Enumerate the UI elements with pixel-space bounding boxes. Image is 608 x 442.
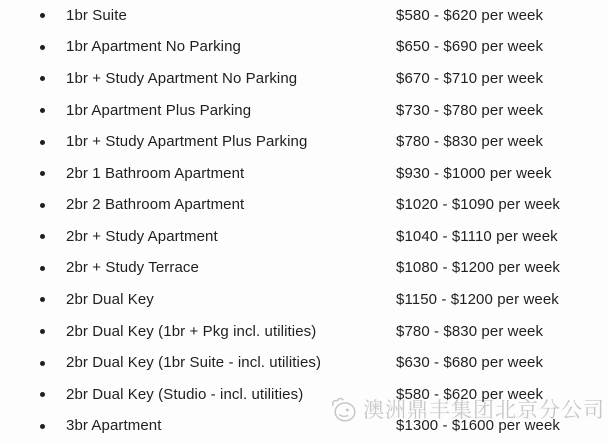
bullet-icon — [40, 76, 45, 81]
bullet-icon — [40, 171, 45, 176]
bullet-icon — [40, 361, 45, 366]
list-item — [0, 253, 608, 285]
item-price: $930 - $1000 per week — [396, 164, 552, 182]
item-label: 1br Apartment No Parking — [66, 38, 241, 56]
bullet-icon — [40, 13, 45, 18]
list-item — [0, 63, 608, 95]
item-price: $1080 - $1200 per week — [396, 259, 560, 277]
watermark-text: 澳洲鼎丰集团北京分公司 — [363, 398, 605, 422]
list-item — [0, 347, 608, 379]
bullet-icon — [40, 392, 45, 397]
item-label: 1br + Study Apartment Plus Parking — [66, 133, 308, 151]
item-price: $1300 - $1600 per week — [396, 417, 560, 435]
list-item — [0, 316, 608, 348]
list-item — [0, 379, 608, 411]
bullet-icon — [40, 140, 45, 145]
item-price: $730 - $780 per week — [396, 101, 544, 119]
item-price: $1040 - $1110 per week — [396, 227, 558, 245]
item-price: $1020 - $1090 per week — [396, 196, 560, 214]
list-item — [0, 221, 608, 253]
bullet-icon — [40, 266, 45, 271]
bullet-icon — [40, 203, 45, 208]
item-price: $780 - $830 per week — [396, 322, 544, 340]
item-price: $580 - $620 per week — [396, 385, 544, 403]
bullet-icon — [40, 45, 45, 50]
item-price: $670 - $710 per week — [396, 70, 544, 88]
item-price: $780 - $830 per week — [396, 133, 544, 151]
bullet-icon — [40, 329, 45, 334]
bullet-icon — [40, 108, 45, 113]
item-label: 3br Apartment — [66, 417, 162, 435]
list-item — [0, 95, 608, 127]
item-label: 1br Apartment Plus Parking — [66, 101, 252, 119]
item-label: 2br 1 Bathroom Apartment — [66, 164, 245, 182]
list-item — [0, 158, 608, 190]
list-item — [0, 0, 608, 32]
list-item — [0, 284, 608, 316]
item-label: 1br Suite — [66, 6, 127, 24]
list-item — [0, 126, 608, 158]
item-price: $650 - $690 per week — [396, 38, 544, 56]
bullet-icon — [40, 297, 45, 302]
item-label: 1br + Study Apartment No Parking — [66, 70, 298, 88]
item-label: 2br Dual Key (1br + Pkg incl. utilities) — [66, 322, 317, 340]
item-price: $1150 - $1200 per week — [396, 291, 559, 309]
item-label: 2br Dual Key (Studio - incl. utilities) — [66, 385, 304, 403]
item-label: 2br + Study Apartment — [66, 227, 218, 245]
list-item — [0, 411, 608, 442]
item-label: 2br 2 Bathroom Apartment — [66, 196, 245, 214]
bullet-icon — [40, 234, 45, 239]
bullet-icon — [40, 424, 45, 429]
item-label: 2br Dual Key — [66, 291, 154, 309]
item-price: $580 - $620 per week — [396, 6, 544, 24]
item-price: $630 - $680 per week — [396, 354, 544, 372]
item-label: 2br Dual Key (1br Suite - incl. utilities) — [66, 354, 322, 372]
item-label: 2br + Study Terrace — [66, 259, 199, 277]
list-item — [0, 32, 608, 64]
list-item — [0, 189, 608, 221]
